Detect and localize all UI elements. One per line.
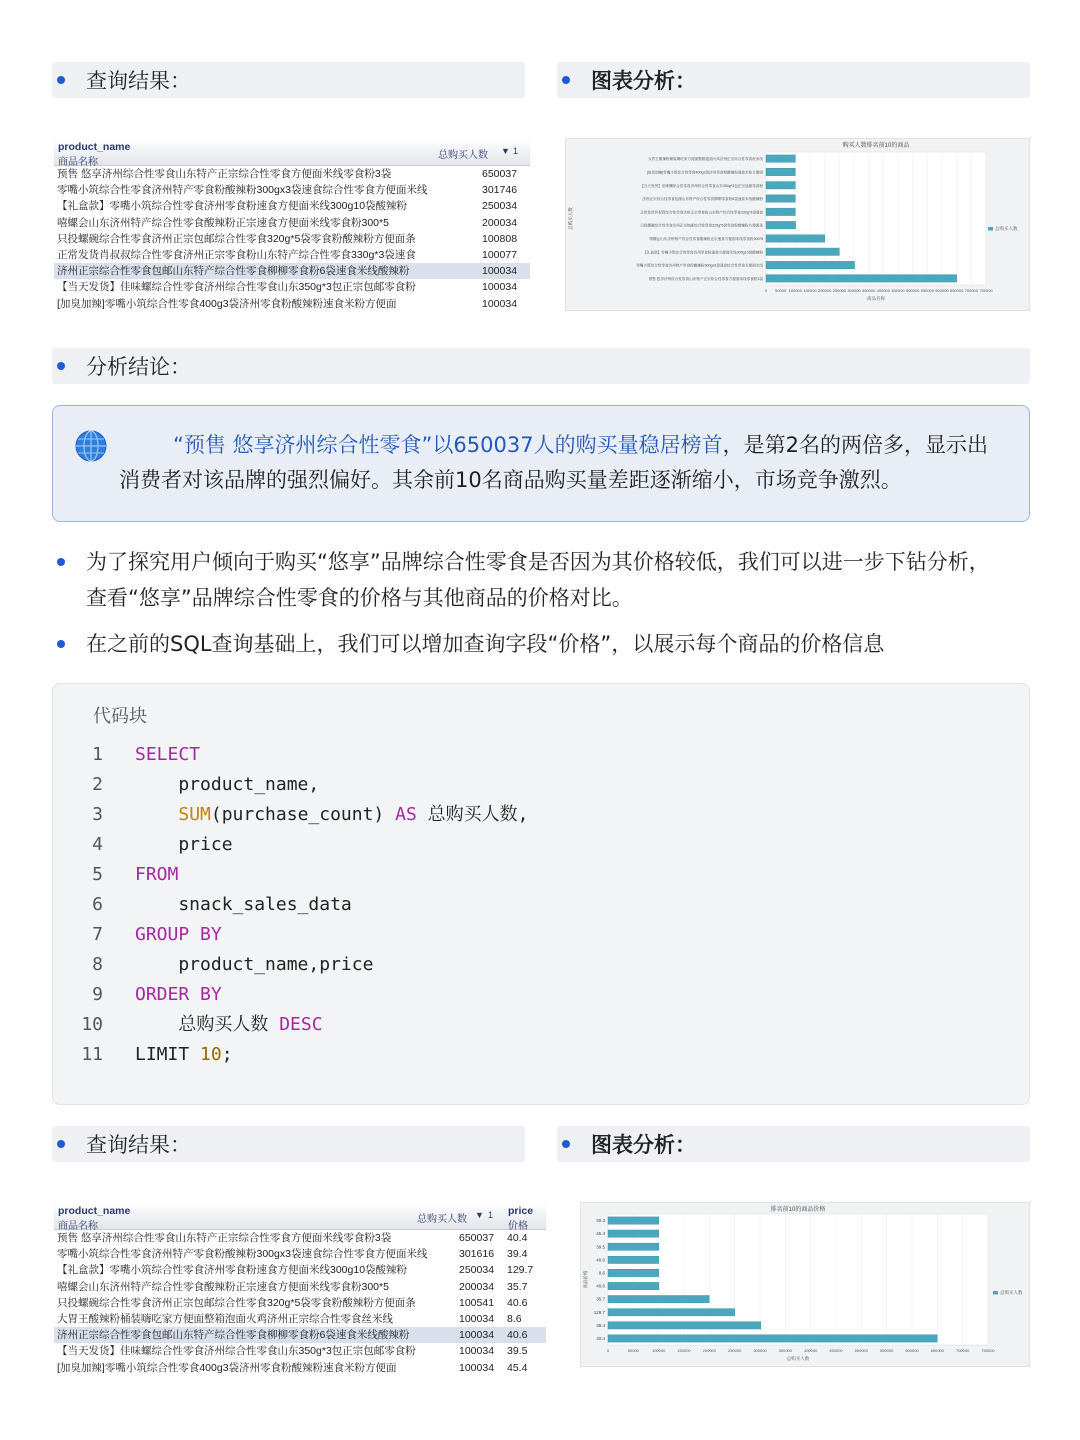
y-tick-label: [加臭加辣]零嘴小筑综合性零食400g3袋济州零食粉酸辣粉速食米粉方便面 [646,170,763,175]
x-tick-label: 100000 [651,1348,666,1353]
cell-product-name: 【当天发货】佳味螺综合性零食济州综合性零食山东350g*3包正宗包邮零食粉 [57,1345,416,1358]
y-tick-label: 预售 悠享济州综合性零食山东特产正宗综合性零食方便面米线零食粉3袋 [648,276,763,281]
table-row[interactable] [54,231,530,247]
cell-total-buyers: 250034 [482,200,518,213]
cell-price: 40.6 [507,1329,528,1342]
cell-total-buyers: 100034 [482,297,518,310]
x-tick-label: 600000 [905,1348,919,1353]
line-number: 2 [92,774,103,795]
cell-total-buyers: 200034 [459,1280,495,1293]
bullet-dot [57,1140,65,1148]
line-number: 1 [92,744,103,765]
y-tick-label: 正常发货肖叔叔综合性零食济州正宗零食粉山东特产综合性零食330g*3袋速食 [640,210,763,215]
bar [608,1335,937,1342]
y-tick-label: 嘻螺会山东济州特产综合性零食酸辣粉正宗速食方便面米线零食粉300*5 [649,236,763,241]
x-tick-label: 500000 [854,1348,869,1353]
code-block-title: 代码块 [93,706,147,727]
cell-price: 40.6 [507,1296,528,1309]
x-tick-label: 750000 [981,1348,995,1353]
x-tick-label: 550000 [879,1348,894,1353]
sort-desc-icon[interactable]: ▼ [475,1210,484,1220]
x-axis-label: 总购买人数 [786,1356,810,1361]
chart-2-container [580,1202,1030,1367]
section-title: 图表分析： [591,69,696,93]
cell-product-name: 大胃王酸辣粉桶装嗨吃家方便面整箱泡面火鸡济州正宗综合性零食丝米线 [57,1312,393,1325]
cell-product-name: 【礼盒款】零嘴小筑综合性零食济州零食粉速食方便面米线300g10袋酸辣粉 [57,1264,408,1277]
line-number: 6 [92,894,103,915]
column-header-product-name[interactable]: product_name [58,1205,131,1217]
chart-title: 排名前10的商品价格 [770,1207,826,1213]
table-row[interactable] [54,296,530,312]
code-text: FROM [135,864,179,885]
bar [766,275,957,282]
bar [608,1282,659,1289]
cell-price: 39.4 [507,1248,528,1261]
cell-price: 8.6 [507,1312,522,1325]
x-tick-label: 650000 [930,1348,945,1353]
table-row[interactable] [54,1246,546,1262]
line-number: 3 [92,804,103,825]
x-tick-label: 500000 [905,288,920,293]
table-row[interactable] [54,279,530,295]
bar [608,1243,659,1250]
sort-order-number: 1 [513,146,519,156]
column-header-price[interactable]: price [508,1205,534,1217]
bullet-dot [57,558,65,566]
chart-2 [581,1203,1031,1368]
y-tick-label: 39.5 [596,1244,605,1250]
bar [766,195,795,202]
code-text: ORDER BY [135,984,222,1005]
cell-total-buyers: 650037 [482,168,518,180]
section-title: 图表分析： [591,1133,696,1157]
y-tick-label: 45.4 [596,1231,605,1237]
conclusion-text [119,428,999,498]
x-tick-label: 400000 [876,288,891,293]
query-result-table-2 [54,1203,546,1376]
cell-price: 129.7 [507,1264,534,1277]
legend-label: 总购买人数 [1000,1290,1023,1295]
x-tick-label: 250000 [727,1348,742,1353]
table-row[interactable] [54,1327,546,1343]
table-row[interactable] [54,1343,546,1359]
cell-product-name: 济州正宗综合性零食包邮山东特产综合性零食柳柳零食粉6袋速食米线酸辣粉 [57,1329,410,1342]
bar [608,1295,709,1302]
x-tick-label: 200000 [817,288,832,293]
y-tick-label: 40.6 [596,1257,605,1263]
section-title: 分析结论： [86,355,191,379]
cell-total-buyers: 100034 [459,1345,495,1358]
table-row[interactable] [54,1230,546,1246]
x-tick-label: 100000 [788,288,803,293]
cell-product-name: 嘻螺会山东济州特产综合性零食酸辣粉正宗速食方便面米线零食粉300*5 [57,216,389,229]
cell-total-buyers: 250034 [459,1264,495,1277]
bullet-dot [57,640,65,648]
x-tick-label: 450000 [829,1348,843,1353]
cell-product-name: 嘻螺会山东济州特产综合性零食酸辣粉正宗速食方便面米线零食粉300*5 [57,1280,389,1293]
bar [608,1309,735,1316]
section-title: 查询结果： [86,69,191,93]
table-body [54,1230,546,1376]
legend-swatch [993,1291,998,1295]
y-tick-label: 大胃王酸辣粉桶装嗨吃家方便面整箱泡面火鸡济州正宗综合性零食丝米线 [648,157,763,162]
table-row[interactable] [54,198,530,214]
bullet-text: 在之前的SQL查询基础上，我们可以增加查询字段“价格”，以展示每个商品的价格信息 [86,632,885,656]
cell-product-name: 预售 悠享济州综合性零食山东特产正宗综合性零食方便面米线零食粉3袋 [57,1232,392,1244]
cell-product-name: 零嘴小筑综合性零食济州特产零食粉酸辣粉300gx3袋速食综合性零食方便面米线 [57,1248,428,1261]
bar [608,1269,659,1276]
y-tick-label: 济州正宗综合性零食包邮山东特产综合性零食柳柳零食粉6袋速食米线酸辣粉 [642,197,763,202]
y-tick-label: 39.4 [596,1322,605,1328]
bullet-dot [562,76,570,84]
cell-total-buyers: 650037 [459,1232,495,1244]
section-header-query-result-2 [52,1126,525,1162]
x-tick-label: 600000 [935,288,949,293]
table-row[interactable] [54,1279,546,1295]
cell-price: 45.4 [507,1361,528,1374]
cell-total-buyers: 100808 [482,232,518,245]
sort-desc-icon[interactable]: ▼ [501,146,510,156]
y-tick-label: 35.7 [596,1296,605,1302]
code-text: price [135,834,233,855]
cell-total-buyers: 100034 [459,1312,495,1325]
x-tick-label: 0 [764,288,768,293]
section-header-chart-analysis-2 [557,1126,1030,1162]
code-text: product_name,price [135,954,374,975]
bullet-item-1 [52,544,1006,616]
bar [766,155,795,162]
cell-price: 39.5 [507,1345,528,1358]
bar [608,1256,659,1263]
line-number: 9 [92,984,103,1005]
table-row[interactable] [54,1262,546,1278]
bullet-dot [57,362,65,370]
y-tick-label: 【当天发货】佳味螺综合性零食济州综合性零食山东350g*3包正宗包邮零食粉 [640,183,763,188]
bar [766,261,855,268]
x-tick-label: 350000 [861,288,876,293]
table-header [54,139,530,166]
table-row[interactable] [54,182,530,198]
table-header [54,1203,546,1230]
code-text: GROUP BY [135,924,222,945]
bar [608,1230,659,1237]
code-text: SUM(purchase_count) AS 总购买人数, [178,804,529,825]
line-number: 11 [81,1044,103,1065]
code-text: product_name, [135,774,320,795]
query-result-table-1 [54,139,530,312]
section-header-query-result-1 [52,62,525,98]
bullet-dot [562,1140,570,1148]
x-tick-label: 650000 [949,288,964,293]
table-row[interactable] [54,1360,546,1376]
x-tick-label: 50000 [775,288,787,293]
bar [766,248,839,255]
table-row[interactable] [54,263,530,279]
column-header-product-name-cn: 商品名称 [58,1221,98,1232]
table-row[interactable] [54,247,530,263]
bar [608,1217,659,1224]
y-tick-label: 129.7 [593,1309,605,1315]
conclusion-callout [52,405,1030,522]
x-tick-label: 450000 [891,288,905,293]
conclusion-rest: ，是第2名的两倍多，显示出消费者对该品牌的强烈偏好。其余前10名商品购买量差距逐渐缩小，市场竞争激烈。 [119,433,988,492]
legend-label: 总购买人数 [995,226,1018,231]
legend-swatch [988,227,993,231]
section-header-chart-analysis-1 [557,62,1030,98]
x-tick-label: 350000 [778,1348,793,1353]
bullet-dot [57,76,65,84]
cell-product-name: 正常发货肖叔叔综合性零食济州正宗零食粉山东特产综合性零食330g*3袋速食 [57,248,416,261]
x-tick-label: 300000 [847,288,861,293]
table-row[interactable] [54,215,530,231]
cell-total-buyers: 100034 [482,281,518,294]
bar [766,182,795,189]
table-body [54,166,530,312]
cell-total-buyers: 100541 [459,1296,495,1309]
cell-product-name: [加臭加辣]零嘴小筑综合性零食400g3袋济州零食粉酸辣粉速食米粉方便面 [57,1361,397,1374]
bar [766,221,796,228]
x-tick-label: 700000 [964,288,979,293]
y-tick-label: 只投螺碗综合性零食济州正宗包邮综合性零食320g*5袋零食粉酸辣粉方便面条 [640,223,763,228]
line-number: 4 [92,834,103,855]
y-tick-label: 30.3 [596,1218,605,1224]
x-tick-label: 250000 [832,288,847,293]
bullet-text: 为了探究用户倾向于购买“悠享”品牌综合性零食是否因为其价格较低，我们可以进一步下钻分析，查看“悠享”品牌综合性零食的价格与其他商品的价格对比。 [86,550,990,610]
bar [608,1322,761,1329]
y-tick-label: 40.4 [596,1335,605,1341]
column-header-product-name[interactable]: product_name [58,141,131,153]
y-tick-label: 8.6 [598,1270,605,1276]
column-header-price-cn: 价格 [508,1221,528,1232]
column-header-total-buyers[interactable]: 总购买人数 [438,150,488,161]
cell-total-buyers: 200034 [482,216,518,229]
bar [766,235,825,242]
chart-1-container [565,138,1030,311]
cell-price: 40.4 [507,1232,528,1244]
column-header-product-name-cn: 商品名称 [58,157,98,168]
line-number: 8 [92,954,103,975]
x-axis-label: 商品名称 [867,296,885,301]
line-number: 10 [81,1014,103,1035]
cell-total-buyers: 100034 [459,1361,495,1374]
cell-total-buyers: 301616 [459,1248,495,1261]
section-header-conclusion [52,348,1030,384]
cell-product-name: 只投螺碗综合性零食济州正宗包邮综合性零食320g*5袋零食粉酸辣粉方便面条 [57,232,416,245]
code-text: LIMIT 10; [135,1044,233,1065]
code-block [52,683,1030,1105]
globe-icon [75,430,107,462]
x-tick-label: 750000 [979,288,993,293]
cell-price: 35.7 [507,1280,528,1293]
cell-total-buyers: 100077 [482,248,518,261]
bar [766,208,795,215]
chart-title: 购买人数排名前10的商品 [842,143,910,149]
cell-product-name: 【礼盒款】零嘴小筑综合性零食济州零食粉速食方便面米线300g10袋酸辣粉 [57,200,408,213]
cell-product-name: 济州正宗综合性零食包邮山东特产综合性零食柳柳零食粉6袋速食米线酸辣粉 [57,265,410,278]
line-number: 5 [92,864,103,885]
cell-product-name: 只投螺碗综合性零食济州正宗包邮综合性零食320g*5袋零食粉酸辣粉方便面条 [57,1296,416,1309]
cell-total-buyers: 100034 [459,1329,495,1342]
y-tick-label: 40.6 [596,1283,605,1289]
code-text: SELECT [135,744,201,765]
y-tick-label: 【礼盒款】零嘴小筑综合性零食济州零食粉速食方便面米线300g10袋酸辣粉 [643,250,763,255]
table-row[interactable] [54,166,530,182]
cell-product-name: [加臭加辣]零嘴小筑综合性零食400g3袋济州零食粉酸辣粉速食米粉方便面 [57,297,397,310]
chart-1 [566,139,1031,312]
cell-product-name: 【当天发货】佳味螺综合性零食济州综合性零食山东350g*3包正宗包邮零食粉 [57,281,416,294]
x-tick-label: 550000 [920,288,935,293]
bullet-item-2 [52,626,1006,662]
y-axis-label: 总购买人数 [568,207,573,230]
x-tick-label: 400000 [803,1348,818,1353]
y-tick-label: 零嘴小筑综合性零食济州特产零食粉酸辣粉300gx3袋速食综合性零食方便面米线 [636,263,763,268]
conclusion-highlight: “预售 悠享济州综合性零食”以650037人的购买量稳居榜首 [173,433,723,457]
code-text: 总购买人数 DESC [135,1014,323,1035]
x-tick-label: 300000 [753,1348,767,1353]
cell-total-buyers: 100034 [482,265,518,278]
bar [766,168,795,175]
section-title: 查询结果： [86,1133,191,1157]
table-row[interactable] [54,1311,546,1327]
x-tick-label: 150000 [677,1348,691,1353]
x-tick-label: 0 [606,1348,610,1353]
sort-order-number: 1 [488,1210,494,1220]
line-number: 7 [92,924,103,945]
x-tick-label: 700000 [955,1348,970,1353]
x-tick-label: 50000 [627,1348,639,1353]
cell-total-buyers: 301746 [482,184,518,197]
column-header-total-buyers[interactable]: 总购买人数 [417,1214,467,1225]
x-tick-label: 150000 [803,288,817,293]
cell-product-name: 零嘴小筑综合性零食济州特产零食粉酸辣粉300gx3袋速食综合性零食方便面米线 [57,184,428,197]
code-text: snack_sales_data [135,894,352,915]
y-axis-label: 商品价格 [583,1270,588,1289]
x-tick-label: 200000 [702,1348,717,1353]
table-row[interactable] [54,1295,546,1311]
cell-product-name: 预售 悠享济州综合性零食山东特产正宗综合性零食方便面米线零食粉3袋 [57,168,392,180]
